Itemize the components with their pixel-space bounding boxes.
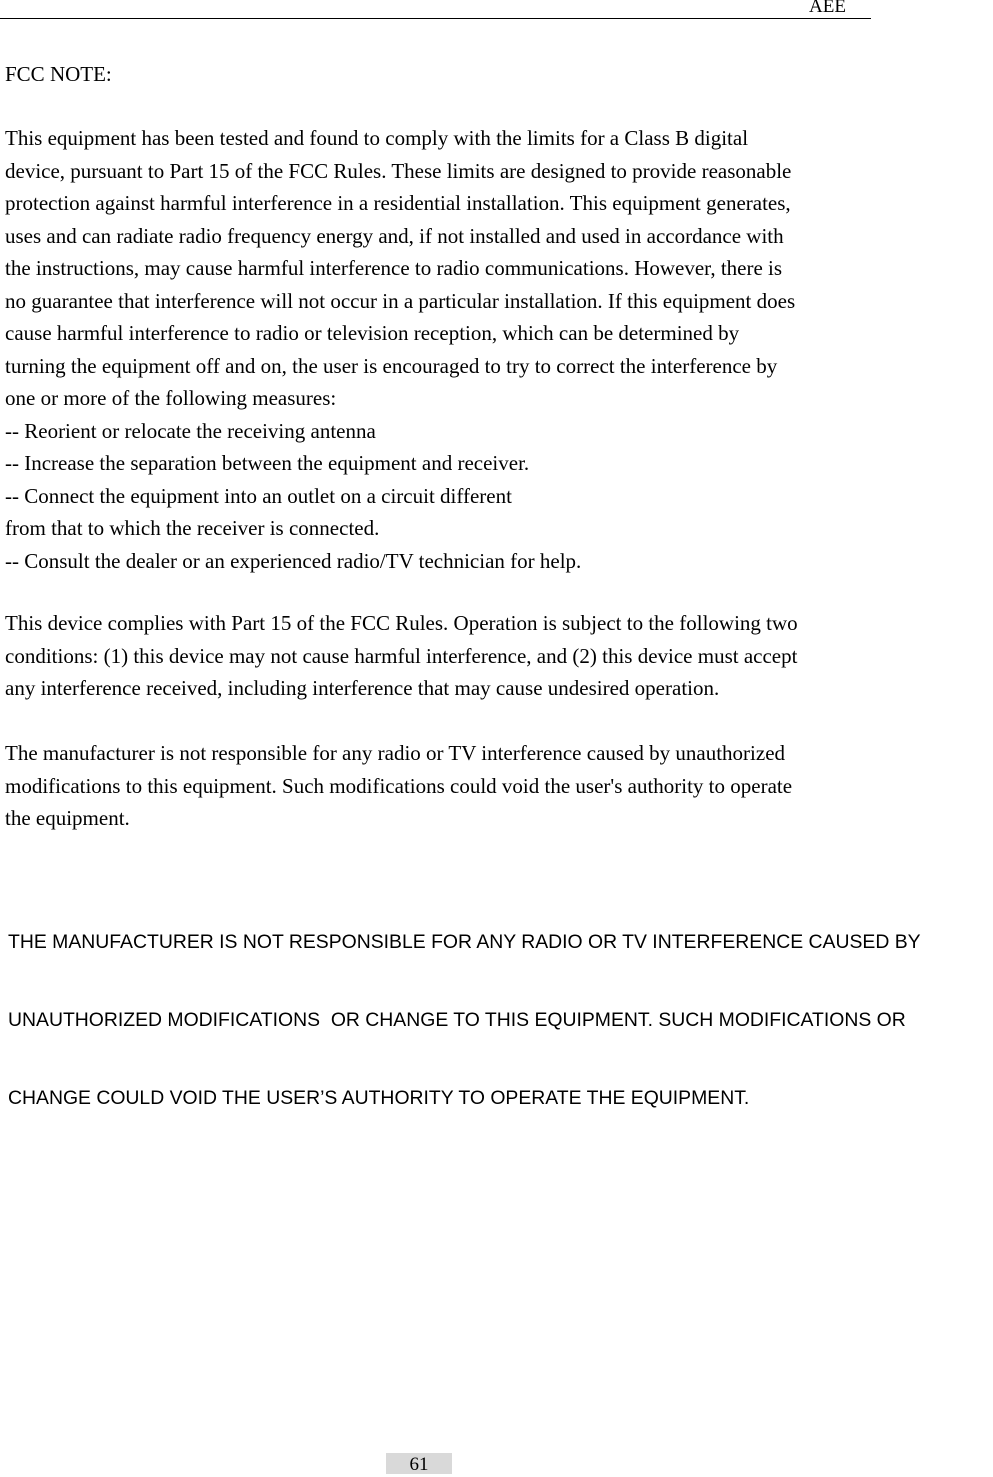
text-line: no guarantee that interference will not occur in a particular installation. If this equipment does <box>5 288 796 313</box>
measure-item: -- Increase the separation between the equipment and receiver. <box>5 451 530 475</box>
text-line: uses and can radiate radio frequency energy and, if not installed and used in accordance with <box>5 223 784 248</box>
warning-line: CHANGE COULD VOID THE USER’S AUTHORITY TO OPERATE THE EQUIPMENT. <box>8 1087 750 1109</box>
measure-item-continuation: from that to which the receiver is connected. <box>5 516 380 540</box>
text-line: device, pursuant to Part 15 of the FCC Rules. These limits are designed to provide reasonable <box>5 158 792 183</box>
text-line: the instructions, may cause harmful interference to radio communications. However, there is <box>5 256 783 280</box>
page-number: 61 <box>386 1453 452 1474</box>
header-rule <box>0 18 871 19</box>
text-line: modifications to this equipment. Such modifications could void the user's authority to operate <box>5 773 793 798</box>
fcc-warning-uppercase <box>8 880 921 1137</box>
text-line: any interference received, including interference that may cause undesired operation. <box>5 676 720 700</box>
text-line: protection against harmful interference in a residential installation. This equipment generates, <box>5 191 791 215</box>
text-line: the equipment. <box>5 806 130 830</box>
text-line: This equipment has been tested and found to comply with the limits for a Class B digital <box>5 126 749 150</box>
warning-line: THE MANUFACTURER IS NOT RESPONSIBLE FOR ANY RADIO OR TV INTERFERENCE CAUSED BY <box>8 931 921 953</box>
measure-item: -- Consult the dealer or an experienced radio/TV technician for help. <box>5 548 582 573</box>
header-brand: AEE <box>809 0 846 17</box>
fcc-paragraph-compliance <box>5 122 795 577</box>
measure-item: -- Reorient or relocate the receiving antenna <box>5 418 376 443</box>
fcc-paragraph-part15 <box>5 607 798 705</box>
text-line: conditions: (1) this device may not cause harmful interference, and (2) this device must accept <box>5 643 798 668</box>
warning-line: UNAUTHORIZED MODIFICATIONS OR CHANGE TO THIS EQUIPMENT. SUCH MODIFICATIONS OR <box>8 1009 906 1031</box>
fcc-note-title: FCC NOTE: <box>5 62 112 86</box>
text-line: turning the equipment off and on, the user is encouraged to try to correct the interference by <box>5 353 778 378</box>
measure-item: -- Connect the equipment into an outlet on a circuit different <box>5 483 512 508</box>
text-line: The manufacturer is not responsible for any radio or TV interference caused by unauthorized <box>5 741 786 765</box>
text-line: This device complies with Part 15 of the FCC Rules. Operation is subject to the following two <box>5 611 798 635</box>
text-line: cause harmful interference to radio or television reception, which can be determined by <box>5 321 740 345</box>
text-line: one or more of the following measures: <box>5 386 337 410</box>
fcc-paragraph-manufacturer <box>5 737 792 835</box>
